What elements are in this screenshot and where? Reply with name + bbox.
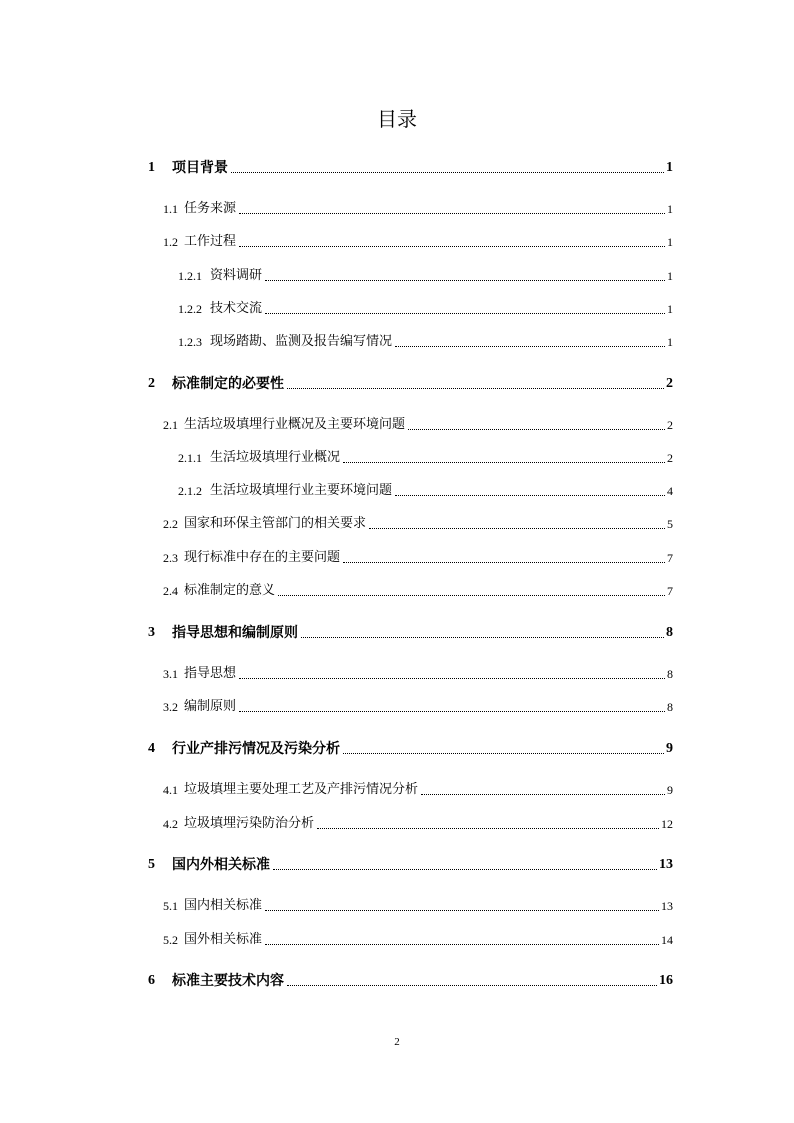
toc-entry-label: 技术交流	[210, 301, 263, 316]
toc-entry-2-3[interactable]	[163, 548, 673, 568]
leader-dots	[239, 710, 665, 712]
toc-entry-number: 2.2	[163, 517, 178, 531]
toc-title: 目录	[377, 107, 417, 131]
toc-entry-number: 1	[148, 160, 155, 175]
toc-entry-number: 1.2.1	[178, 269, 202, 283]
toc-entry-number: 4	[148, 741, 155, 756]
toc-entry-number: 1.1	[163, 202, 178, 216]
leader-dots	[265, 312, 665, 314]
toc-entry-page: 2	[666, 376, 673, 391]
toc-entry-page: 9	[666, 741, 673, 756]
toc-entry-5-1[interactable]	[163, 896, 673, 916]
leader-dots	[278, 594, 665, 596]
toc-entry-page: 16	[659, 973, 673, 988]
toc-entry-page: 2	[667, 451, 673, 465]
toc-entry-page: 8	[667, 667, 673, 681]
toc-entry-number: 6	[148, 973, 155, 988]
toc-entry-1-2[interactable]	[163, 232, 673, 252]
leader-dots	[239, 677, 665, 679]
toc-entry-number: 5	[148, 857, 155, 872]
toc-entry-page: 12	[661, 817, 673, 831]
toc-entry-label: 标准制定的必要性	[172, 376, 284, 392]
toc-entry-label: 生活垃圾填埋行业主要环境问题	[210, 483, 393, 498]
toc-entry-page: 5	[667, 517, 673, 531]
toc-entry-page: 1	[667, 335, 673, 349]
leader-dots	[301, 636, 664, 638]
toc-entry-page: 1	[667, 302, 673, 316]
toc-entry-label: 指导思想	[184, 666, 237, 681]
toc-entry-5-2[interactable]	[163, 930, 673, 950]
leader-dots	[317, 827, 659, 829]
page-number: 2	[394, 1036, 400, 1048]
toc-entry-4-1[interactable]	[163, 780, 673, 800]
toc-entry-label: 国家和环保主管部门的相关要求	[184, 516, 367, 531]
toc-entry-label: 生活垃圾填埋行业概况	[210, 450, 341, 465]
leader-dots	[287, 387, 664, 389]
toc-entry-number: 4.2	[163, 817, 178, 831]
leader-dots	[395, 345, 665, 347]
toc-entry-label: 现场踏勘、监测及报告编写情况	[210, 334, 393, 349]
toc-entry-page: 14	[661, 933, 673, 947]
leader-dots	[265, 279, 665, 281]
toc-entry-page: 1	[667, 269, 673, 283]
toc-entry-label: 国内外相关标准	[172, 857, 270, 873]
toc-entry-page: 8	[667, 700, 673, 714]
toc-entry-number: 2.4	[163, 584, 178, 598]
toc-entry-2[interactable]	[148, 374, 673, 394]
toc-entry-page: 1	[667, 235, 673, 249]
toc-entry-number: 4.1	[163, 783, 178, 797]
toc-entry-1-2-2[interactable]	[178, 299, 673, 319]
toc-entry-1-2-1[interactable]	[178, 266, 673, 286]
toc-entry-2-4[interactable]	[163, 581, 673, 601]
toc-entry-label: 任务来源	[184, 201, 237, 216]
toc-entry-number: 2.1.2	[178, 484, 202, 498]
toc-entry-label: 项目背景	[172, 160, 228, 176]
toc-entry-number: 1.2	[163, 235, 178, 249]
toc-entry-label: 现行标准中存在的主要问题	[184, 550, 341, 565]
toc-entry-5[interactable]	[148, 855, 673, 875]
toc-entry-label: 垃圾填埋主要处理工艺及产排污情况分析	[184, 782, 419, 797]
toc-entry-number: 2.3	[163, 551, 178, 565]
toc-entry-label: 指导思想和编制原则	[172, 625, 298, 641]
toc-entry-number: 3	[148, 625, 155, 640]
toc-entry-page: 1	[667, 202, 673, 216]
toc-entry-label: 工作过程	[184, 234, 237, 249]
toc-entry-4[interactable]	[148, 739, 673, 759]
toc-entry-number: 5.1	[163, 899, 178, 913]
toc-entry-3-2[interactable]	[163, 697, 673, 717]
toc-entry-number: 2.1.1	[178, 451, 202, 465]
leader-dots	[408, 428, 665, 430]
toc-entry-label: 国外相关标准	[184, 932, 263, 947]
toc-entry-page: 4	[667, 484, 673, 498]
toc-entry-label: 国内相关标准	[184, 898, 263, 913]
toc-entry-1[interactable]	[148, 158, 673, 178]
toc-entry-label: 编制原则	[184, 699, 237, 714]
leader-dots	[395, 494, 665, 496]
leader-dots	[273, 868, 657, 870]
toc-entry-page: 13	[659, 857, 673, 872]
toc-entry-4-2[interactable]	[163, 814, 673, 834]
toc-entry-page: 2	[667, 418, 673, 432]
toc-entry-2-1-1[interactable]	[178, 448, 673, 468]
leader-dots	[231, 171, 664, 173]
toc-entry-page: 13	[661, 899, 673, 913]
toc-entry-label: 标准主要技术内容	[172, 973, 284, 989]
toc-entry-page: 7	[667, 551, 673, 565]
toc-entry-2-1[interactable]	[163, 415, 673, 435]
leader-dots	[239, 212, 665, 214]
toc-entry-label: 标准制定的意义	[184, 583, 276, 598]
toc-entry-number: 1.2.3	[178, 335, 202, 349]
leader-dots	[265, 909, 659, 911]
leader-dots	[421, 793, 665, 795]
toc-entry-label: 垃圾填埋污染防治分析	[184, 816, 315, 831]
toc-entry-1-2-3[interactable]	[178, 332, 673, 352]
toc-entry-2-2[interactable]	[163, 514, 673, 534]
toc-entry-number: 2	[148, 376, 155, 391]
leader-dots	[239, 245, 665, 247]
toc-entry-3[interactable]	[148, 623, 673, 643]
toc-entry-number: 3.2	[163, 700, 178, 714]
toc-entry-2-1-2[interactable]	[178, 481, 673, 501]
toc-entry-label: 生活垃圾填埋行业概况及主要环境问题	[184, 417, 406, 432]
toc-entry-page: 1	[666, 160, 673, 175]
toc-entry-label: 行业产排污情况及污染分析	[172, 741, 340, 757]
leader-dots	[343, 561, 665, 563]
toc-entry-page: 8	[666, 625, 673, 640]
leader-dots	[343, 752, 664, 754]
toc-entry-page: 7	[667, 584, 673, 598]
leader-dots	[265, 943, 659, 945]
leader-dots	[369, 527, 665, 529]
toc-entry-3-1[interactable]	[163, 664, 673, 684]
toc-entry-number: 1.2.2	[178, 302, 202, 316]
leader-dots	[343, 461, 665, 463]
toc-entry-label: 资料调研	[210, 268, 263, 283]
toc-entry-6[interactable]	[148, 971, 673, 991]
toc-entry-1-1[interactable]	[163, 199, 673, 219]
toc-entry-number: 3.1	[163, 667, 178, 681]
toc-entry-number: 5.2	[163, 933, 178, 947]
toc-entry-number: 2.1	[163, 418, 178, 432]
leader-dots	[287, 984, 657, 986]
toc-entry-page: 9	[667, 783, 673, 797]
